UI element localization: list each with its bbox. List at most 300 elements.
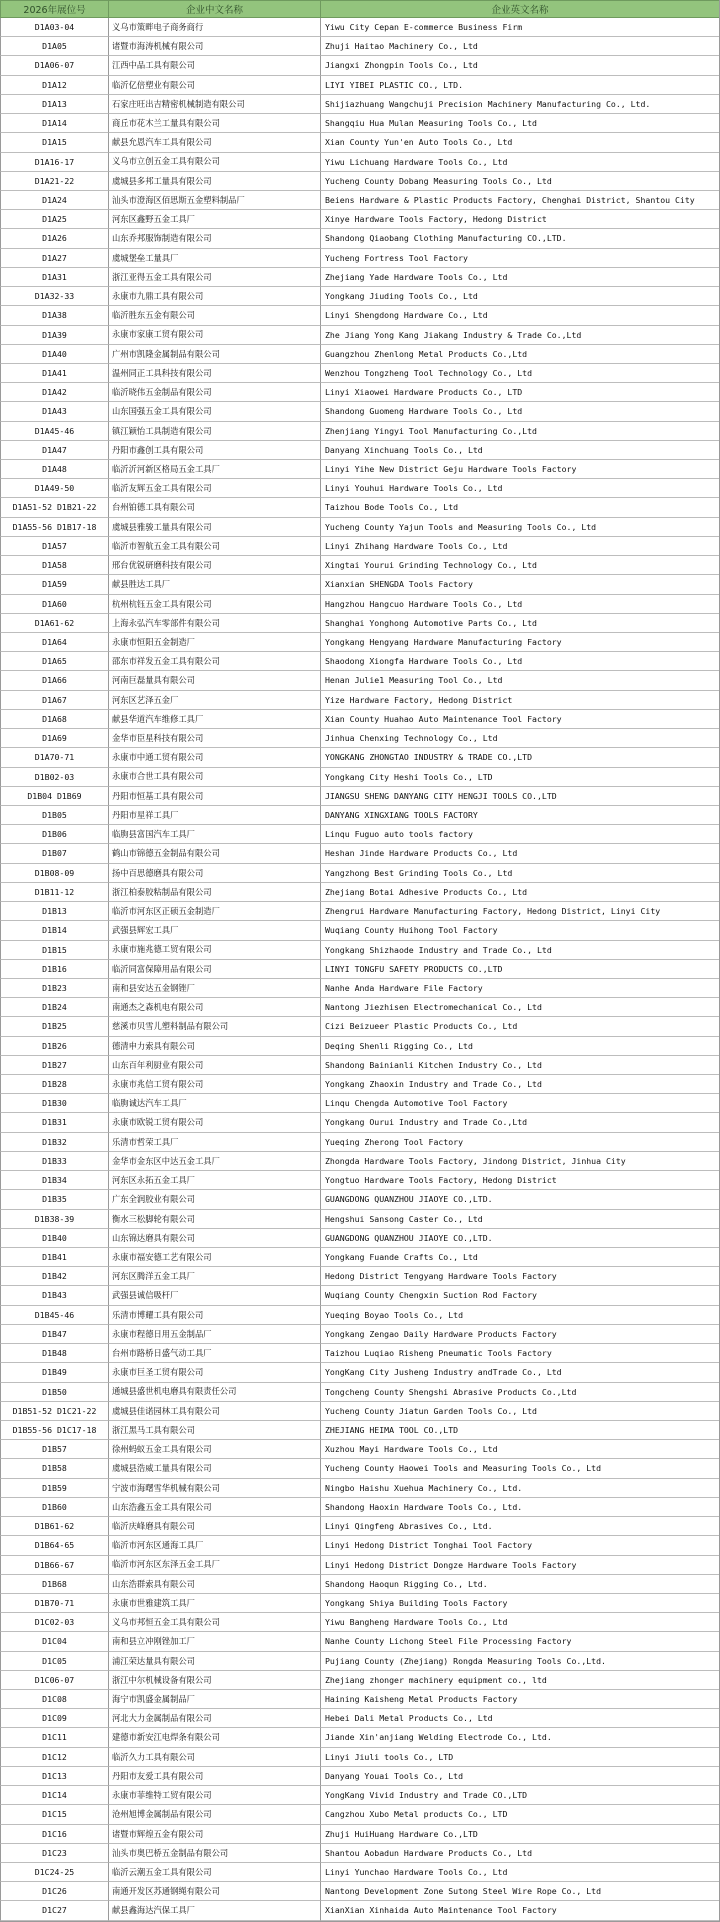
booth-number-cell: D1B45-46 <box>0 1306 108 1325</box>
booth-number-cell: D1B48 <box>0 1344 108 1363</box>
english-name-cell: Wenzhou Tongzheng Tool Technology Co., Ltd <box>320 364 719 383</box>
table-row <box>0 229 719 248</box>
english-name-cell: Yangzhong Best Grinding Tools Co., Ltd <box>320 864 719 883</box>
english-name-cell: Zhenjiang Yingyi Tool Manufacturing Co.,Ltd <box>320 422 719 441</box>
table-row <box>0 1171 719 1190</box>
table-row <box>0 1690 719 1709</box>
booth-number-cell: D1B15 <box>0 941 108 960</box>
chinese-name-cell: 永康市施兆德工贸有限公司 <box>108 941 320 960</box>
english-name-cell: Linyi Yunchao Hardware Tools Co., Ltd <box>320 1863 719 1882</box>
chinese-name-cell: 山东百年利厨业有限公司 <box>108 1056 320 1075</box>
chinese-name-cell: 商丘市花木兰工量具有限公司 <box>108 114 320 133</box>
chinese-name-cell: 虞城县雅骏工量具有限公司 <box>108 518 320 537</box>
table-row <box>0 556 719 575</box>
booth-number-cell: D1B35 <box>0 1190 108 1209</box>
chinese-name-cell: 镇江颖怡工具制造有限公司 <box>108 422 320 441</box>
table-row <box>0 249 719 268</box>
table-row <box>0 960 719 979</box>
booth-number-cell: D1A69 <box>0 729 108 748</box>
chinese-name-cell: 南和县立冲刚锉加工厂 <box>108 1632 320 1651</box>
booth-number-cell: D1A45-46 <box>0 422 108 441</box>
english-name-cell: Taizhou Bode Tools Co., Ltd <box>320 498 719 517</box>
chinese-name-cell: 金华市臣星科技有限公司 <box>108 729 320 748</box>
booth-number-cell: D1B61-62 <box>0 1517 108 1536</box>
english-name-cell: Zhejiang zhonger machinery equipment co., ltd <box>320 1671 719 1690</box>
booth-number-cell: D1A40 <box>0 345 108 364</box>
booth-number-cell: D1C08 <box>0 1690 108 1709</box>
table-row <box>0 1383 719 1402</box>
english-name-cell: Cizi Beizueer Plastic Products Co., Ltd <box>320 1017 719 1036</box>
booth-number-cell: D1B41 <box>0 1248 108 1267</box>
chinese-name-cell: 山东浩鑫五金工具有限公司 <box>108 1498 320 1517</box>
english-name-cell: Linyi Hedong District Tonghai Tool Factory <box>320 1536 719 1555</box>
chinese-name-cell: 沧州旭博金属制品有限公司 <box>108 1805 320 1824</box>
booth-number-cell: D1A12 <box>0 76 108 95</box>
table-row <box>0 1709 719 1728</box>
english-name-cell: Shandong Qiaobang Clothing Manufacturing CO.,LTD. <box>320 229 719 248</box>
english-name-cell: Yucheng Fortress Tool Factory <box>320 249 719 268</box>
chinese-name-cell: 通城县盛世机电磨具有限责任公司 <box>108 1383 320 1402</box>
booth-number-cell: D1B04 D1B69 <box>0 787 108 806</box>
booth-number-cell: D1B31 <box>0 1113 108 1132</box>
english-name-cell: Xian County Yun'en Auto Tools Co., Ltd <box>320 133 719 152</box>
chinese-name-cell: 广州市凯隆金属制品有限公司 <box>108 345 320 364</box>
english-name-cell: Nanhe County Lichong Steel File Processing Factory <box>320 1632 719 1651</box>
table-row <box>0 76 719 95</box>
booth-number-cell: D1B06 <box>0 825 108 844</box>
chinese-name-cell: 虞城县多邦工量具有限公司 <box>108 172 320 191</box>
table-row <box>0 671 719 690</box>
chinese-name-cell: 永康市菲维特工贸有限公司 <box>108 1786 320 1805</box>
booth-number-cell: D1B13 <box>0 902 108 921</box>
chinese-name-cell: 献县鑫海达汽保工具厂 <box>108 1901 320 1920</box>
table-row <box>0 768 719 787</box>
table-row <box>0 1094 719 1113</box>
english-name-cell: Shandong Haoqun Rigging Co., Ltd. <box>320 1575 719 1594</box>
english-name-cell: GUANGDONG QUANZHOU JIAOYE CO.,LTD. <box>320 1229 719 1248</box>
chinese-name-cell: 河北大力金属制品有限公司 <box>108 1709 320 1728</box>
english-name-cell: Shijiazhuang Wangchuji Precision Machinery Manufacturing Co., Ltd. <box>320 95 719 114</box>
table-row <box>0 1152 719 1171</box>
table-row <box>0 460 719 479</box>
english-name-cell: Yongkang Hengyang Hardware Manufacturing Factory <box>320 633 719 652</box>
chinese-name-cell: 温州同正工具科技有限公司 <box>108 364 320 383</box>
english-name-cell: Deqing Shenli Rigging Co., Ltd <box>320 1037 719 1056</box>
booth-number-cell: D1B60 <box>0 1498 108 1517</box>
chinese-name-cell: 河南巨磊量具有限公司 <box>108 671 320 690</box>
booth-number-cell: D1B11-12 <box>0 883 108 902</box>
table-row <box>0 383 719 402</box>
english-name-cell: Linyi Yihe New District Geju Hardware Tools Factory <box>320 460 719 479</box>
booth-number-cell: D1A59 <box>0 575 108 594</box>
chinese-name-cell: 邢台优锐研磨科技有限公司 <box>108 556 320 575</box>
booth-number-cell: D1B51-52 D1C21-22 <box>0 1402 108 1421</box>
booth-number-cell: D1B70-71 <box>0 1594 108 1613</box>
table-row <box>0 402 719 421</box>
english-name-cell: Pujiang County (Zhejiang) Rongda Measuring Tools Co.,Ltd. <box>320 1652 719 1671</box>
booth-number-cell: D1A26 <box>0 229 108 248</box>
booth-number-cell: D1B33 <box>0 1152 108 1171</box>
chinese-name-cell: 诸暨市海涛机械有限公司 <box>108 37 320 56</box>
english-name-cell: Danyang Youai Tools Co., Ltd <box>320 1767 719 1786</box>
table-row <box>0 1652 719 1671</box>
table-row <box>0 652 719 671</box>
english-name-cell: Cangzhou Xubo Metal products Co., LTD <box>320 1805 719 1824</box>
english-name-cell: Jiangxi Zhongpin Tools Co., Ltd <box>320 56 719 75</box>
chinese-name-cell: 浙江中尔机械设备有限公司 <box>108 1671 320 1690</box>
booth-number-cell: D1B68 <box>0 1575 108 1594</box>
table-row <box>0 1344 719 1363</box>
table-row <box>0 364 719 383</box>
chinese-name-cell: 石家庄旺出吉精密机械制造有限公司 <box>108 95 320 114</box>
english-name-cell: Wuqiang County Huihong Tool Factory <box>320 921 719 940</box>
chinese-name-cell: 山东国强五金工具有限公司 <box>108 402 320 421</box>
chinese-name-cell: 义乌市立创五金工具有限公司 <box>108 153 320 172</box>
table-row <box>0 844 719 863</box>
chinese-name-cell: 丹阳市恒基工具有限公司 <box>108 787 320 806</box>
english-name-cell: Zhongda Hardware Tools Factory, Jindong District, Jinhua City <box>320 1152 719 1171</box>
english-name-cell: Yucheng County Dobang Measuring Tools Co., Ltd <box>320 172 719 191</box>
booth-number-cell: D1B50 <box>0 1383 108 1402</box>
chinese-name-cell: 台州铂德工具有限公司 <box>108 498 320 517</box>
booth-number-cell: D1B40 <box>0 1229 108 1248</box>
english-name-cell: Zhejiang Botai Adhesive Products Co., Ltd <box>320 883 719 902</box>
table-row <box>0 1728 719 1747</box>
booth-number-cell: D1C05 <box>0 1652 108 1671</box>
chinese-name-cell: 山东乔邦服饰制造有限公司 <box>108 229 320 248</box>
booth-number-cell: D1B32 <box>0 1133 108 1152</box>
english-name-cell: Wuqiang County Chengxin Suction Rod Factory <box>320 1286 719 1305</box>
english-name-cell: Hebei Dali Metal Products Co., Ltd <box>320 1709 719 1728</box>
booth-number-cell: D1B23 <box>0 979 108 998</box>
booth-number-cell: D1C04 <box>0 1632 108 1651</box>
booth-number-cell: D1A60 <box>0 595 108 614</box>
english-name-cell: Yueqing Zherong Tool Factory <box>320 1133 719 1152</box>
table-row <box>0 1767 719 1786</box>
english-name-cell: Yongkang Zengao Daily Hardware Products Factory <box>320 1325 719 1344</box>
english-name-cell: Yiwu Lichuang Hardware Tools Co., Ltd <box>320 153 719 172</box>
english-name-cell: Hedong District Tengyang Hardware Tools Factory <box>320 1267 719 1286</box>
chinese-name-cell: 临朐诚达汽车工具厂 <box>108 1094 320 1113</box>
table-row <box>0 864 719 883</box>
booth-number-cell: D1B16 <box>0 960 108 979</box>
table-row <box>0 345 719 364</box>
table-row <box>0 729 719 748</box>
booth-number-cell: D1A38 <box>0 306 108 325</box>
table-row <box>0 921 719 940</box>
table-row <box>0 633 719 652</box>
english-name-cell: LIYI YIBEI PLASTIC CO., LTD. <box>320 76 719 95</box>
booth-number-cell: D1B08-09 <box>0 864 108 883</box>
english-name-cell: Xian County Huahao Auto Maintenance Tool Factory <box>320 710 719 729</box>
table-row <box>0 1017 719 1036</box>
booth-number-cell: D1B42 <box>0 1267 108 1286</box>
table-row <box>0 1286 719 1305</box>
booth-number-cell: D1A05 <box>0 37 108 56</box>
english-name-cell: Hangzhou Hangcuo Hardware Tools Co., Ltd <box>320 595 719 614</box>
chinese-name-cell: 永康市欧锐工贸有限公司 <box>108 1113 320 1132</box>
table-row <box>0 595 719 614</box>
booth-number-cell: D1B55-56 D1C17-18 <box>0 1421 108 1440</box>
english-name-cell: Jiande Xin'anjiang Welding Electrode Co., Ltd. <box>320 1728 719 1747</box>
table-row <box>0 1613 719 1632</box>
table-row <box>0 575 719 594</box>
english-name-cell: Heshan Jinde Hardware Products Co., Ltd <box>320 844 719 863</box>
chinese-name-cell: 义乌市策畔电子商务商行 <box>108 18 320 37</box>
chinese-name-cell: 临朐县富国汽车工具厂 <box>108 825 320 844</box>
chinese-name-cell: 临沂友辉五金工具有限公司 <box>108 479 320 498</box>
chinese-name-cell: 浙江亚得五金工具有限公司 <box>108 268 320 287</box>
chinese-name-cell: 台州市路桥日盛气动工具厂 <box>108 1344 320 1363</box>
table-row <box>0 691 719 710</box>
table-row <box>0 133 719 152</box>
booth-number-cell: D1A21-22 <box>0 172 108 191</box>
booth-number-cell: D1A55-56 D1B17-18 <box>0 518 108 537</box>
chinese-name-cell: 临沂市河东区正硕五金制造厂 <box>108 902 320 921</box>
table-row <box>0 1536 719 1555</box>
table-row <box>0 153 719 172</box>
booth-number-cell: D1A25 <box>0 210 108 229</box>
table-row <box>0 498 719 517</box>
table-row <box>0 979 719 998</box>
english-name-cell: YONGKANG ZHONGTAO INDUSTRY & TRADE CO.,LTD <box>320 748 719 767</box>
booth-number-cell: D1B49 <box>0 1363 108 1382</box>
chinese-name-cell: 鹤山市锦德五金制品有限公司 <box>108 844 320 863</box>
english-name-cell: DANYANG XINGXIANG TOOLS FACTORY <box>320 806 719 825</box>
booth-number-cell: D1A13 <box>0 95 108 114</box>
english-name-cell: YongKang City Jusheng Industry andTrade Co., Ltd <box>320 1363 719 1382</box>
table-row <box>0 1363 719 1382</box>
booth-number-cell: D1B47 <box>0 1325 108 1344</box>
booth-number-cell: D1B25 <box>0 1017 108 1036</box>
english-name-cell: Linyi Qingfeng Abrasives Co., Ltd. <box>320 1517 719 1536</box>
english-name-cell: XianXian Xinhaida Auto Maintenance Tool Factory <box>320 1901 719 1920</box>
table-row <box>0 1037 719 1056</box>
english-name-cell: Guangzhou Zhenlong Metal Products Co.,Ltd <box>320 345 719 364</box>
booth-number-cell: D1A70-71 <box>0 748 108 767</box>
english-name-cell: Linyi Zhihang Hardware Tools Co., Ltd <box>320 537 719 556</box>
chinese-name-cell: 丹阳市友爱工具有限公司 <box>108 1767 320 1786</box>
booth-number-cell: D1B27 <box>0 1056 108 1075</box>
english-name-cell: Linyi Jiuli tools Co., LTD <box>320 1748 719 1767</box>
chinese-name-cell: 义乌市邦恒五金工具有限公司 <box>108 1613 320 1632</box>
chinese-name-cell: 永康市程德日用五金制品厂 <box>108 1325 320 1344</box>
chinese-name-cell: 江西中品工具有限公司 <box>108 56 320 75</box>
english-name-cell: Shandong Bainianli Kitchen Industry Co., Ltd <box>320 1056 719 1075</box>
english-name-cell: LINYI TONGFU SAFETY PRODUCTS CO.,LTD <box>320 960 719 979</box>
booth-number-cell: D1B28 <box>0 1075 108 1094</box>
booth-number-cell: D1B38-39 <box>0 1210 108 1229</box>
chinese-name-cell: 永康市兆信工贸有限公司 <box>108 1075 320 1094</box>
english-name-cell: Tongcheng County Shengshi Abrasive Products Co.,Ltd <box>320 1383 719 1402</box>
booth-number-cell: D1C13 <box>0 1767 108 1786</box>
chinese-name-cell: 乐清市博耀工具有限公司 <box>108 1306 320 1325</box>
chinese-name-cell: 徐州蚂蚁五金工具有限公司 <box>108 1440 320 1459</box>
chinese-name-cell: 海宁市凯盛金属制品厂 <box>108 1690 320 1709</box>
english-name-cell: Yongkang Ourui Industry and Trade Co.,Ltd <box>320 1113 719 1132</box>
table-row <box>0 614 719 633</box>
booth-number-cell: D1C16 <box>0 1825 108 1844</box>
booth-number-cell: D1C27 <box>0 1901 108 1920</box>
chinese-name-cell: 临沂同富保障用品有限公司 <box>108 960 320 979</box>
booth-number-cell: D1A43 <box>0 402 108 421</box>
chinese-name-cell: 丹阳市鑫创工具有限公司 <box>108 441 320 460</box>
booth-number-cell: D1C15 <box>0 1805 108 1824</box>
table-row <box>0 902 719 921</box>
english-name-cell: Shandong Haoxin Hardware Tools Co., Ltd. <box>320 1498 719 1517</box>
chinese-name-cell: 浦江荣达量具有限公司 <box>108 1652 320 1671</box>
english-name-cell: Yiwu Bangheng Hardware Tools Co., Ltd <box>320 1613 719 1632</box>
table-row <box>0 1825 719 1844</box>
chinese-name-cell: 上海永弘汽车零部件有限公司 <box>108 614 320 633</box>
header-booth-number: 2026年展位号 <box>0 0 108 18</box>
table-row <box>0 18 719 37</box>
english-name-cell: Yongkang Shizhaode Industry and Trade Co., Ltd <box>320 941 719 960</box>
table-row <box>0 1133 719 1152</box>
chinese-name-cell: 献县胜达工具厂 <box>108 575 320 594</box>
chinese-name-cell: 邵东市祥发五金工具有限公司 <box>108 652 320 671</box>
chinese-name-cell: 临沂久力工具有限公司 <box>108 1748 320 1767</box>
english-name-cell: Hengshui Sansong Caster Co., Ltd <box>320 1210 719 1229</box>
table-row <box>0 210 719 229</box>
table-row <box>0 1440 719 1459</box>
booth-number-cell: D1A51-52 D1B21-22 <box>0 498 108 517</box>
booth-number-cell: D1A14 <box>0 114 108 133</box>
table-row <box>0 1459 719 1478</box>
table-row <box>0 1229 719 1248</box>
english-name-cell: Shantou Aobadun Hardware Products Co., Ltd <box>320 1844 719 1863</box>
table-row <box>0 806 719 825</box>
booth-number-cell: D1A39 <box>0 326 108 345</box>
chinese-name-cell: 临沂市河东区通海工具厂 <box>108 1536 320 1555</box>
english-name-cell: Yucheng County Haowei Tools and Measuring Tools Co., Ltd <box>320 1459 719 1478</box>
english-name-cell: Yiwu City Cepan E-commerce Business Firm <box>320 18 719 37</box>
chinese-name-cell: 诸暨市辉煌五金有限公司 <box>108 1825 320 1844</box>
chinese-name-cell: 永康市家康工贸有限公司 <box>108 326 320 345</box>
chinese-name-cell: 建德市新安江电焊条有限公司 <box>108 1728 320 1747</box>
english-name-cell: Yize Hardware Factory, Hedong District <box>320 691 719 710</box>
booth-number-cell: D1A67 <box>0 691 108 710</box>
chinese-name-cell: 临沂市河东区东泽五金工具厂 <box>108 1556 320 1575</box>
chinese-name-cell: 汕头市澄海区佰思斯五金塑料制品厂 <box>108 191 320 210</box>
booth-number-cell: D1A58 <box>0 556 108 575</box>
table-row <box>0 1498 719 1517</box>
chinese-name-cell: 乐清市哲荣工具厂 <box>108 1133 320 1152</box>
table-row <box>0 710 719 729</box>
booth-number-cell: D1A65 <box>0 652 108 671</box>
english-name-cell: Linyi Xiaowei Hardware Products Co., LTD <box>320 383 719 402</box>
booth-number-cell: D1A48 <box>0 460 108 479</box>
booth-number-cell: D1B43 <box>0 1286 108 1305</box>
table-row <box>0 1190 719 1209</box>
booth-number-cell: D1B24 <box>0 998 108 1017</box>
booth-number-cell: D1C11 <box>0 1728 108 1747</box>
chinese-name-cell: 汕头市奥巴桥五金制品有限公司 <box>108 1844 320 1863</box>
table-row <box>0 479 719 498</box>
chinese-name-cell: 临沂胜东五金有限公司 <box>108 306 320 325</box>
table-row <box>0 422 719 441</box>
chinese-name-cell: 临沂云潮五金工具有限公司 <box>108 1863 320 1882</box>
chinese-name-cell: 永康市九鼎工具有限公司 <box>108 287 320 306</box>
booth-number-cell: D1A47 <box>0 441 108 460</box>
english-name-cell: Yongkang Shiya Building Tools Factory <box>320 1594 719 1613</box>
chinese-name-cell: 临沂庆峰磨具有限公司 <box>108 1517 320 1536</box>
english-name-cell: Xingtai Yourui Grinding Technology Co., Ltd <box>320 556 719 575</box>
table-row <box>0 1901 719 1920</box>
chinese-name-cell: 临沂晓伟五金制品有限公司 <box>108 383 320 402</box>
table-row <box>0 191 719 210</box>
table-row <box>0 1844 719 1863</box>
english-name-cell: Linqu Chengda Automotive Tool Factory <box>320 1094 719 1113</box>
table-row <box>0 1113 719 1132</box>
table-header <box>0 0 719 18</box>
chinese-name-cell: 宁波市海曙雪华机械有限公司 <box>108 1479 320 1498</box>
english-name-cell: Linqu Fuguo auto tools factory <box>320 825 719 844</box>
booth-number-cell: D1B30 <box>0 1094 108 1113</box>
chinese-name-cell: 德清申力索具有限公司 <box>108 1037 320 1056</box>
english-name-cell: Shanghai Yonghong Automotive Parts Co., Ltd <box>320 614 719 633</box>
chinese-name-cell: 永康市世雅建筑工具厂 <box>108 1594 320 1613</box>
table-row <box>0 172 719 191</box>
english-name-cell: Henan Julie1 Measuring Tool Co., Ltd <box>320 671 719 690</box>
table-row <box>0 787 719 806</box>
table-row <box>0 1479 719 1498</box>
booth-number-cell: D1B26 <box>0 1037 108 1056</box>
chinese-name-cell: 河东区艺泽五金厂 <box>108 691 320 710</box>
chinese-name-cell: 慈溪市贝雪儿塑料制品有限公司 <box>108 1017 320 1036</box>
booth-number-cell: D1A24 <box>0 191 108 210</box>
booth-number-cell: D1B57 <box>0 1440 108 1459</box>
chinese-name-cell: 永康市福安德工艺有限公司 <box>108 1248 320 1267</box>
english-name-cell: Taizhou Luqiao Risheng Pneumatic Tools Factory <box>320 1344 719 1363</box>
chinese-name-cell: 浙江黑马工具有限公司 <box>108 1421 320 1440</box>
chinese-name-cell: 南和县安达五金钢锉厂 <box>108 979 320 998</box>
chinese-name-cell: 丹阳市星祥工具厂 <box>108 806 320 825</box>
table-row <box>0 441 719 460</box>
booth-number-cell: D1B64-65 <box>0 1536 108 1555</box>
table-row <box>0 1402 719 1421</box>
english-name-cell: Yongkang Zhaoxin Industry and Trade Co., Ltd <box>320 1075 719 1094</box>
booth-number-cell: D1C09 <box>0 1709 108 1728</box>
table-row <box>0 1421 719 1440</box>
table-row <box>0 537 719 556</box>
chinese-name-cell: 山东浩群索具有限公司 <box>108 1575 320 1594</box>
table-row <box>0 1306 719 1325</box>
english-name-cell: Nantong Jiezhisen Electromechanical Co., Ltd <box>320 998 719 1017</box>
chinese-name-cell: 杭州杭钰五金工具有限公司 <box>108 595 320 614</box>
booth-number-cell: D1C14 <box>0 1786 108 1805</box>
chinese-name-cell: 浙江柏泰胶粘制品有限公司 <box>108 883 320 902</box>
booth-number-cell: D1B59 <box>0 1479 108 1498</box>
booth-number-cell: D1C24-25 <box>0 1863 108 1882</box>
table-row <box>0 1863 719 1882</box>
booth-number-cell: D1C23 <box>0 1844 108 1863</box>
chinese-name-cell: 河东区永拓五金工具厂 <box>108 1171 320 1190</box>
english-name-cell: Shandong Guomeng Hardware Tools Co., Ltd <box>320 402 719 421</box>
english-name-cell: Yueqing Boyao Tools Co., Ltd <box>320 1306 719 1325</box>
booth-number-cell: D1B66-67 <box>0 1556 108 1575</box>
table-row <box>0 1594 719 1613</box>
booth-number-cell: D1A03-04 <box>0 18 108 37</box>
booth-number-cell: D1A57 <box>0 537 108 556</box>
table-row <box>0 56 719 75</box>
table-row <box>0 1325 719 1344</box>
english-name-cell: Shaodong Xiongfa Hardware Tools Co., Ltd <box>320 652 719 671</box>
booth-number-cell: D1C12 <box>0 1748 108 1767</box>
table-row <box>0 825 719 844</box>
chinese-name-cell: 虞城县浩威工量具有限公司 <box>108 1459 320 1478</box>
chinese-name-cell: 临沂沂河新区格局五金工具厂 <box>108 460 320 479</box>
